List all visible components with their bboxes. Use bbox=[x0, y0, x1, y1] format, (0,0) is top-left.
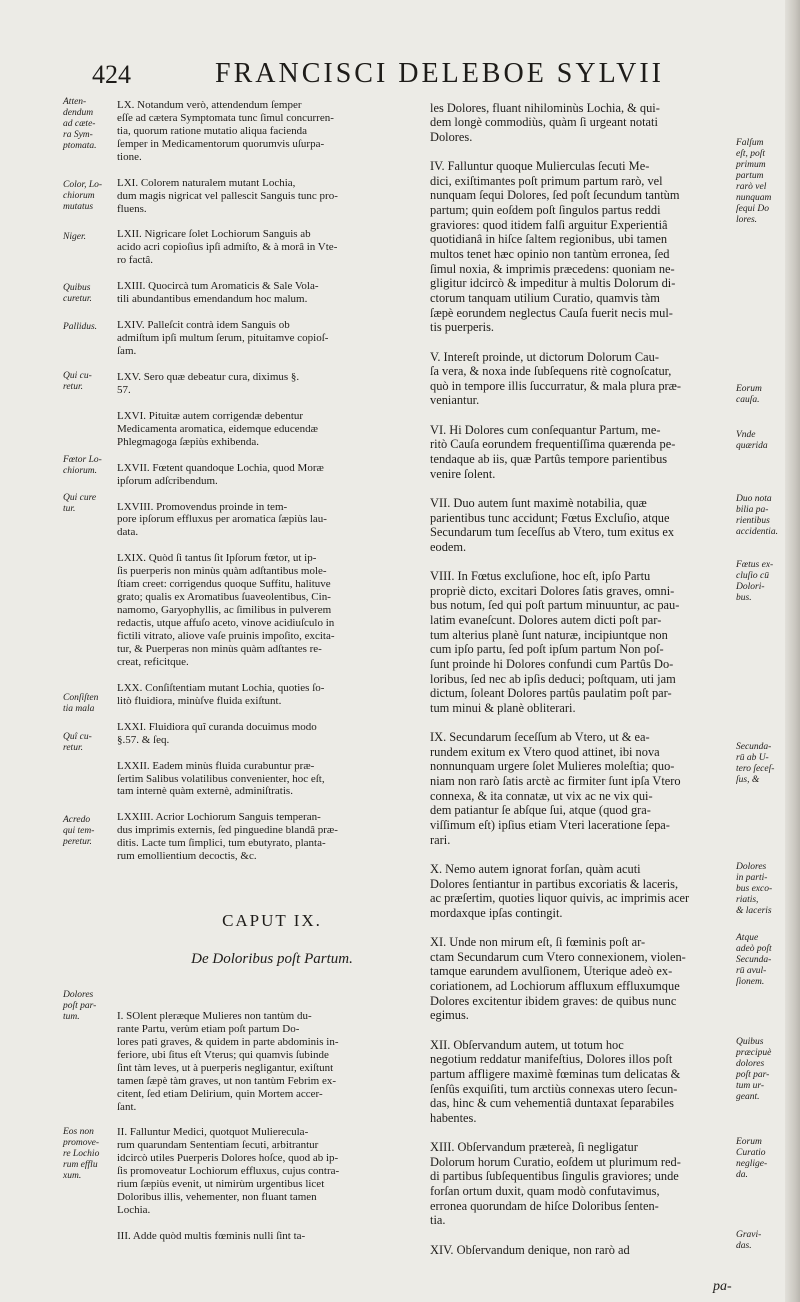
margin-note: Eos non promove- re Lochio rum efflu xum. bbox=[63, 1127, 100, 1181]
margin-note: Falſum eſt, poſt primum partum rarò vel nunquam ſequi Do lores. bbox=[736, 138, 772, 225]
paragraph-xii: XII. Obſervandum autem, ut totum hoc negotium reddatur manifeſtius, Dolores illos poſt partum affligere maximè fœminas tum delicatas & ſenſûs exquiſiti, tum arctiùs connexas utero ſecun- das, hinc & cum vehementiâ duntaxat ſeparabiles habentes. bbox=[430, 1037, 681, 1125]
paragraph-lxix: LXIX. Quòd ſi tantus ſit Ipſorum fœtor, ut ip- ſis puerperis non minùs quàm adſtantibus mole- ſtiam creet: corrigendus quoque Suffitu, halituve grato; qualis ex Aromatibus ſuaveolentibus, Cin- namomo, Garyophyllis, ac ſimilibus in pulverem redactis, utque affuſo aceto, vinove acidiuſculo in fictili vitrato, aliove vaſe pruinis impoſito, excita- tur, & Puerperas non minùs quàm adſtantes re- creat, reficitque. bbox=[117, 552, 335, 668]
paragraph-lxv: LXV. Sero quæ debeatur cura, diximus §. 57. bbox=[117, 370, 300, 396]
margin-note: Secunda- rū ab U- tero ſeceſ- ſus, & bbox=[736, 742, 775, 785]
paragraph-lx: LX. Notandum verò, attendendum ſemper eſſe ad cætera Symptomata tunc ſimul concurren- tia, quorum ratione mutatio aliqua facienda ſemper in Medicamentorum quorumvis uſurpa- tione. bbox=[117, 98, 334, 163]
paragraph-lxxiii: LXXIII. Acrior Lochiorum Sanguis temperan- dus imprimis externis, ſed pinguedine blandâ præ- ditis. Lacte tum ſimplici, tum ebutyrato, planta- rum emollientium decoctis, &c. bbox=[117, 811, 338, 863]
margin-note: Gravi- das. bbox=[736, 1230, 762, 1251]
paragraph-lxii: LXII. Nigricare ſolet Lochiorum Sanguis ab acido acri copioſius ipſi admiſto, & à morâ in Vte- ro factâ. bbox=[117, 228, 338, 267]
paragraph-vi: VI. Hi Dolores cum conſequantur Partum, me- ritò Cauſa eorundem frequentiſſima quærenda pe- tendaque ab iis, quæ Partûs tempore parientibus venire ſolent. bbox=[430, 422, 676, 481]
margin-note: Qui cure tur. bbox=[63, 493, 97, 514]
paragraph-ix: IX. Secundarum ſeceſſum ab Vtero, ut & ea- rundem exitum ex Vtero quod attinet, ibi nova nonnunquam urgere ſolet Mulieres moleſtia; quo- niam non rarò ſatis arctè ac firmiter ſunt ipſa Vtero connexa, & ita connatæ, ut vix ac ne vix qui- dem patiantur ſe abſque ſui, atque (quod gra- viſſimum eſt) ipſius etiam Vteri laceratione ſepa- rari. bbox=[430, 730, 681, 847]
paragraph-iii-continued: les Dolores, fluant nihilominùs Lochia, & qui- dem longè commodiùs, quàm ſi urgeant notati Dolores. bbox=[430, 100, 660, 144]
chapter-subtitle: De Doloribus poſt Partum. bbox=[191, 951, 353, 967]
paragraph-xiv: XIV. Obſervandum denique, non rarò ad bbox=[430, 1242, 630, 1257]
book-gutter bbox=[785, 0, 800, 1302]
margin-note: Dolores poſt par- tum. bbox=[63, 990, 97, 1022]
margin-note: Qui cu- retur. bbox=[63, 371, 92, 392]
paragraph-vii: VII. Duo autem ſunt maximè notabilia, quæ parientibus tunc accidunt; Fœtus Excluſio, atque Secundarum tum ſeceſſus ab Vtero, tum exitus ex eodem. bbox=[430, 495, 675, 554]
margin-note: Niger. bbox=[63, 232, 86, 242]
chapter-heading: CAPUT IX. bbox=[222, 911, 322, 931]
paragraph-i: I. SOlent pleræque Mulieres non tantùm du- rante Partu, verùm etiam poſt partum Do- lores pati graves, & quidem in parte abdominis in- feriore, ubi ſitus eſt Vterus; qui quamvis ſubinde ſint tàm leves, ut à puerperis negligantur, exiſtunt tamen ſæpè tàm graves, ut non tantùm Febrim ex- citent, ſed etiam Delirium, quin Mortem accer- ſant. bbox=[117, 1009, 339, 1113]
margin-note: Vnde quærida bbox=[736, 430, 768, 451]
paragraph-viii: VIII. In Fœtus excluſione, hoc eſt, ipſo Partu propriè dicto, excitari Dolores ſatis graves, omni- bus notum, ſed qui poſt partum minuuntur, ac pau- latim evaneſcunt. Dolores autem dicti poſt par- tum alterius planè ſunt naturæ, incipiuntque non cum ipſo partu, ſed poſt ipſum partum Non poſ- ſunt proinde hi Dolores confundi cum Partûs Do- loribus, ſed nec ab ipſis deduci; poſtquam, uti jam dictum, ſoleant Dolores partûs paulatim poſt par- tum minui & planè obliterari. bbox=[430, 569, 680, 715]
paragraph-lxxii: LXXII. Eadem minùs fluida curabuntur præ- ſertim Salibus volatilibus convenienter, hoc eſt, tam internè quàm externè, adminiſtratis. bbox=[117, 759, 325, 798]
margin-note: Quibus curetur. bbox=[63, 283, 92, 304]
margin-note: Conſiſten tia mala bbox=[63, 693, 99, 714]
margin-note: Atten- dendum ad cæte- ra Sym- ptomata. bbox=[63, 97, 97, 151]
paragraph-lxvi: LXVI. Pituitæ autem corrigendæ debentur Medicamenta aromatica, eidemque educendæ Phlegmagoga ſæpiùs exhibenda. bbox=[117, 409, 318, 448]
paragraph-iii: III. Adde quòd multis fœminis nulli ſint ta- bbox=[117, 1230, 306, 1243]
margin-note: Fœtor Lo- chiorum. bbox=[63, 455, 102, 476]
margin-note: Acredo qui tem- peretur. bbox=[63, 815, 95, 847]
margin-note: Atque adeò poſt Secunda- rū avul- ſionem. bbox=[736, 933, 772, 987]
margin-note: Eorum Curatio neglige- da. bbox=[736, 1137, 768, 1180]
paragraph-lxx: LXX. Conſiſtentiam mutant Lochia, quoties ſo- litò fluidiora, minùſve fluida exiſtunt. bbox=[117, 681, 325, 707]
paragraph-xiii: XIII. Obſervandum prætereà, ſi negligatur Dolorum horum Curatio, eoſdem ut plurimum red- di partibus ſubſequentibus ſingulis graviores; unde forſan ortum duxit, quam modò confutavimus, erronea quorundam de hiſce Doloribus ſenten- tia. bbox=[430, 1140, 681, 1228]
paragraph-xi: XI. Unde non mirum eſt, ſi fœminis poſt ar- ctam Secundarum cum Vtero connexionem, violen- tamque earundem avulſionem, Uterique adeò ex- coriationem, ad Lochiorum affluxum effluxumque Dolores excitentur ibidem graves: de quibus nunc egimus. bbox=[430, 935, 686, 1023]
paragraph-x: X. Nemo autem ignorat forſan, quàm acuti Dolores ſentiantur in partibus excoriatis & laceris, ac præſertim, quoties liquor quivis, ac imprimis acer mordaxque ipſas contingit. bbox=[430, 861, 690, 920]
margin-note: Dolores in parti- bus exco- riatis, & laceris bbox=[736, 862, 773, 916]
margin-note: Fœtus ex- cluſio cū Dolori- bus. bbox=[736, 560, 774, 603]
right-column bbox=[430, 86, 733, 1272]
paragraph-lxiv: LXIV. Palleſcit contrà idem Sanguis ob admiſtum ipſi multum ſerum, pituitamve copioſ- ſam. bbox=[117, 319, 329, 358]
paragraph-lxi: LXI. Colorem naturalem mutant Lochia, dum magis nigricat vel pallescit Sanguis tunc pro- fluens. bbox=[117, 176, 338, 215]
paragraph-lxxi: LXXI. Fluidiora quî curanda docuimus modo §.57. & ſeq. bbox=[117, 720, 317, 746]
margin-note: Quî cu- retur. bbox=[63, 732, 92, 753]
paragraph-ii: II. Falluntur Medici, quotquot Mulierecula- rum quarundam Sententiam ſecuti, arbitrantur idcircò utiles Puerperis Dolores hoſce, quod ab ip- ſis promoveatur Lochiorum effluxus, cujus contra- rium ſæpiùs evenit, ut nimirùm urgentibus licet Doloribus illis, vehementer, non fluant tamen Lochia. bbox=[117, 1126, 340, 1217]
left-column bbox=[117, 86, 427, 1256]
page-number: 424 bbox=[92, 60, 131, 89]
running-head: FRANCISCI DELEBOE SYLVII bbox=[215, 58, 664, 89]
margin-note: Duo nota bilia pa- rientibus accidentia. bbox=[736, 494, 778, 537]
margin-note: Pallidus. bbox=[63, 322, 98, 332]
paragraph-lxvii: LXVII. Fœtent quandoque Lochia, quod Moræ ipſorum adſcribendum. bbox=[117, 461, 324, 487]
margin-note: Eorum cauſa. bbox=[736, 384, 762, 405]
paragraph-v: V. Intereſt proinde, ut dictorum Dolorum Cau- ſa vera, & noxa inde ſubſequens ritè cognoſcatur, quò in tempore illis ſuccurratur, & mala plura præ- veniantur. bbox=[430, 349, 682, 408]
catchword: pa- bbox=[713, 1279, 732, 1294]
paragraph-iv: IV. Falluntur quoque Mulierculas ſecuti Me- dici, exiſtimantes poſt primum partum rarò, vel nunquam ſequi Dolores, ſed poſt ſecundum tantùm partum; quin eoſdem poſt ſingulos partus reddi graviores: quod itidem falſi arguitur Experientiâ quotidianâ in hiſce ſaltem regionibus, ubi tamen multos tenet hæc opinio non tantùm erronea, ſed ſimul noxia, & imprimis præcedens: quoniam ne- gligitur idcircò & impeditur à multis Dolorum di- ctorum tanquam utilium Curatio, quamvis tàm ſæpè eorundem neglectus Cauſa fuerit necis mul- tis puerperis. bbox=[430, 159, 680, 335]
margin-note: Color, Lo- chiorum mutatus bbox=[63, 180, 103, 212]
margin-note: Quibus præcipuè dolores poſt par- tum ur- geant. bbox=[736, 1037, 772, 1102]
paragraph-lxviii: LXVIII. Promovendus proinde in tem- pore ipſorum effluxus per aromatica ſæpiùs lau- data. bbox=[117, 500, 327, 539]
paragraph-lxiii: LXIII. Quocircà tum Aromaticis & Sale Vola- tili abundantibus emendandum hoc malum. bbox=[117, 280, 319, 306]
